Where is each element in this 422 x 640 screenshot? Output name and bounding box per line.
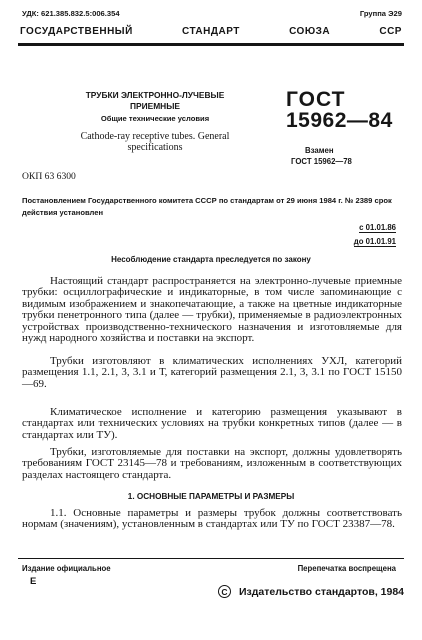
footer-rule [18,558,404,559]
edition-mark: Е [30,576,37,587]
replaces-value: ГОСТ 15962—78 [291,157,352,166]
udk-code: УДК: 621.385.832.5:006.354 [22,9,120,18]
body-paragraph: Климатическое исполнение и категорию размещения указывают в стандартах или технических условиях на трубки конкретных типов (далее — в стандартах или ТУ). [22,406,402,441]
state-standard-banner [20,24,402,38]
document-title-en: Cathode-ray receptive tubes. General specifications [80,131,230,153]
body-paragraph: 1.1. Основные параметры и размеры трубок должны соответствовать нормам (значениям), установленным в стандартах или ТУ по ГОСТ 23387—78. [22,507,402,531]
replaces-label: Взамен [305,146,334,155]
section-heading: 1. ОСНОВНЫЕ ПАРАМЕТРЫ И РАЗМЕРЫ [127,492,295,501]
banner-word: ГОСУДАРСТВЕННЫЙ [20,25,133,37]
okp-code: ОКП 63 6300 [22,171,76,182]
banner-word: ССР [379,25,402,37]
document-subtitle-ru: Общие технические условия [100,114,210,123]
body-paragraph: Трубки, изготовляемые для поставки на экспорт, должны удовлетворять требованиям ГОСТ 23145—78 и требованиям, изложенным в соответствующих разделах настоящего стандарта. [22,446,402,481]
edition-note: Издание официальное [22,564,111,573]
copyright-icon: C [218,585,231,598]
gost-code: ГОСТ [286,88,346,111]
gost-number: 15962—84 [286,109,393,132]
validity-from: с 01.01.86 [359,223,396,232]
group-code: Группа Э29 [359,9,402,18]
body-paragraph: Настоящий стандарт распространяется на электронно-лучевые приемные трубки: осциллографические и индикаторные, в том числе запоминающие с видимым изображением и знакопечатающие, а также на цветные индикаторные трубки пенетронного типа (далее — трубки), применяемые в радиоэлектронных устройствах производственно-технического назначения и изготовляемые для нужд народного хозяйства и поставки на экспорт. [22,275,402,345]
validity-to: до 01.01.91 [353,237,396,246]
banner-word: СОЮЗА [289,25,331,37]
body-paragraph: Трубки изготовляют в климатических исполнениях УХЛ, категорий размещения 1.1, 2.1, 3, 3.1 и Т, категорий размещения 2.1, 3, 3.1 по ГОСТ 15150—69. [22,355,402,390]
decree-text: Постановлением Государственного комитета СССР по стандартам от 29 июня 1984 г. № 2389 срок действия установлен [22,196,392,217]
copyright-line [218,585,404,598]
banner-rule [18,43,404,46]
copyright-text: Издательство стандартов, 1984 [239,585,405,598]
reprint-note: Перепечатка воспрещена [297,564,396,573]
banner-word: СТАНДАРТ [181,25,240,37]
document-title-ru: ТРУБКИ ЭЛЕКТРОННО-ЛУЧЕВЫЕ ПРИЕМНЫЕ [85,90,225,111]
legal-warning: Несоблюдение стандарта преследуется по закону [111,255,311,264]
